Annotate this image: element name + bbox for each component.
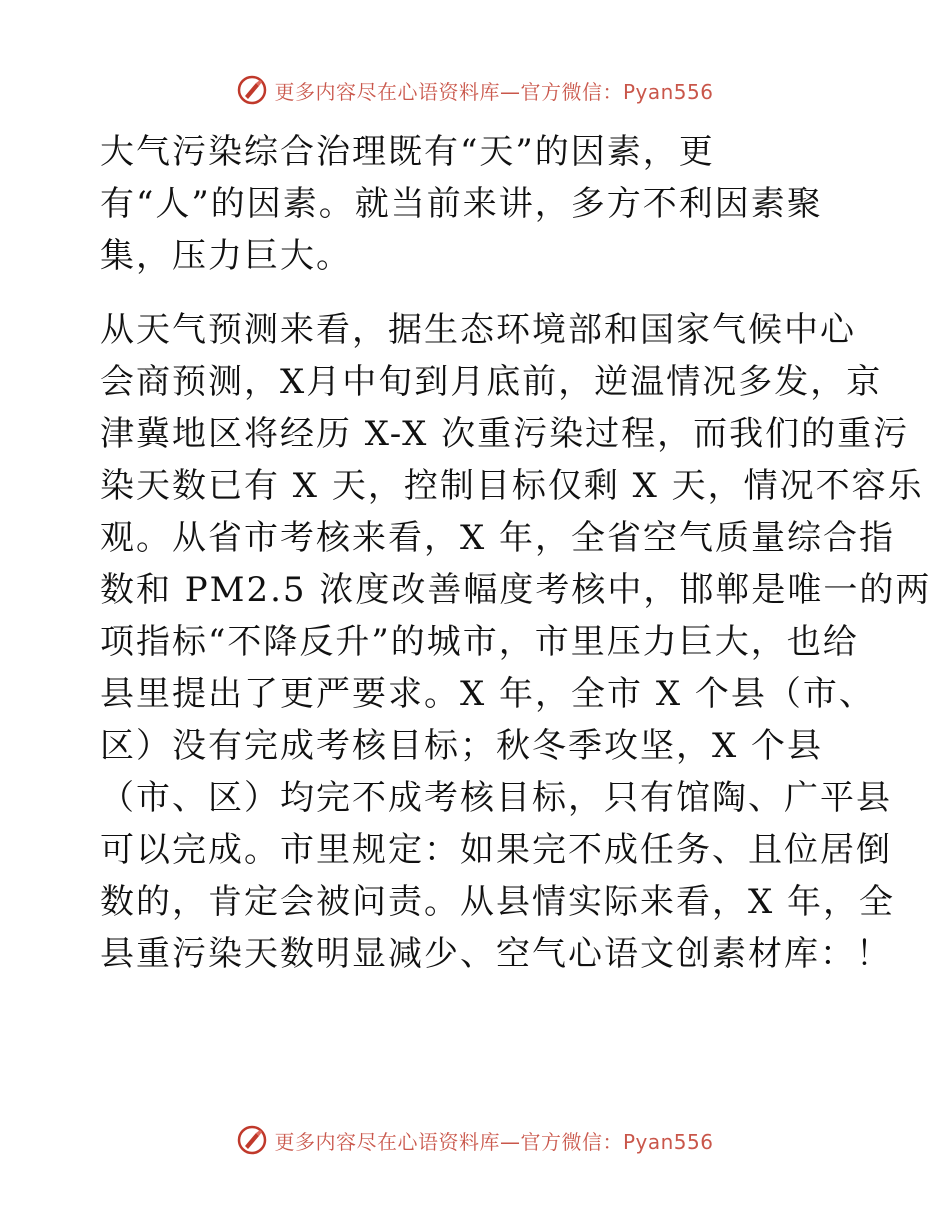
- watermark-text: 更多内容尽在心语资料库—官方微信：Pyan556: [274, 1129, 714, 1154]
- text-line: 集，压力巨大。: [100, 236, 352, 276]
- text-line: 会商预测，X月中旬到月底前，逆温情况多发，京: [100, 362, 883, 402]
- footer-watermark: [0, 1120, 950, 1160]
- brand-logo-icon: [236, 74, 268, 106]
- text-line: 区）没有完成考核目标；秋冬季攻坚，X 个县: [100, 726, 824, 766]
- text-line: 观。从省市考核来看，X 年，全省空气质量综合指: [100, 518, 896, 558]
- text-line: 津冀地区将经历 X-X 次重污染过程，而我们的重污: [100, 414, 910, 454]
- header-watermark: [0, 70, 950, 110]
- document-body: [100, 126, 932, 980]
- text-line: 项指标“不降反升”的城市，市里压力巨大，也给: [100, 622, 859, 662]
- paragraph-2: [100, 304, 932, 980]
- text-line: 大气污染综合治理既有“天”的因素，更: [100, 132, 715, 172]
- text-line: （市、区）均完不成考核目标，只有馆陶、广平县: [100, 778, 892, 818]
- paragraph-1: [100, 126, 860, 282]
- brand-logo-icon: [236, 1124, 268, 1156]
- text-line: 县里提出了更严要求。X 年，全市 X 个县（市、: [100, 674, 875, 714]
- text-line: 有“人”的因素。就当前来讲，多方不利因素聚: [100, 184, 823, 224]
- text-line: 数和 PM2.5 浓度改善幅度考核中，邯郸是唯一的两: [100, 570, 932, 610]
- text-line: 可以完成。市里规定：如果完不成任务、且位居倒: [100, 830, 892, 870]
- text-line: 从天气预测来看，据生态环境部和国家气候中心: [100, 310, 856, 350]
- text-line: 县重污染天数明显减少、空气心语文创素材库：！: [100, 934, 892, 974]
- watermark-text: 更多内容尽在心语资料库—官方微信：Pyan556: [274, 79, 714, 104]
- text-line: 数的，肯定会被问责。从县情实际来看，X 年，全: [100, 882, 896, 922]
- text-line: 染天数已有 X 天，控制目标仅剩 X 天，情况不容乐: [100, 466, 924, 506]
